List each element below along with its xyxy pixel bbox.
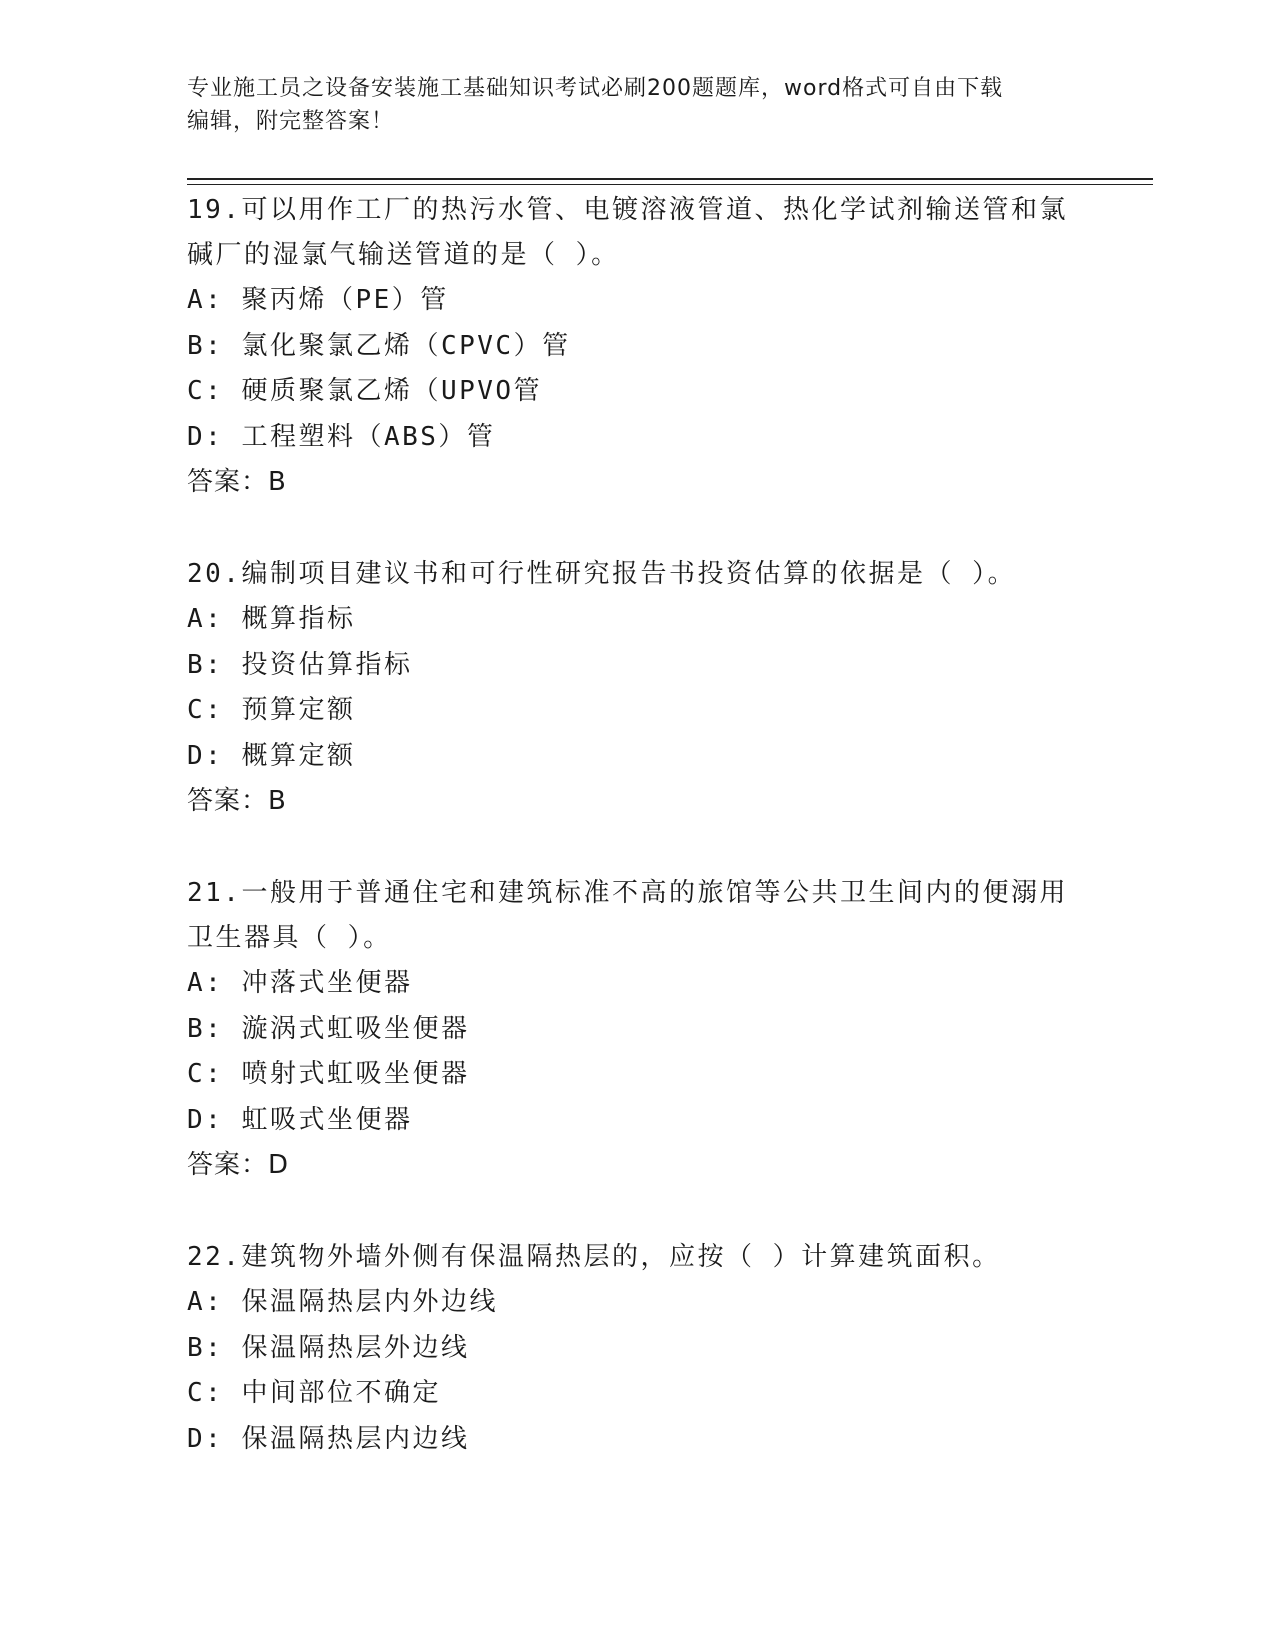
- option-b: B: 投资估算指标: [187, 649, 413, 680]
- question-19: [187, 188, 1087, 505]
- option-c: C: 硬质聚氯乙烯（UPVO管: [187, 376, 543, 406]
- option-d: D: 概算定额: [187, 740, 356, 771]
- option-c: C: 喷射式虹吸坐便器: [187, 1059, 470, 1089]
- header-divider-thin: [187, 184, 1153, 185]
- option-b: B: 保温隔热层外边线: [187, 1332, 470, 1363]
- header-title-line-1: 专业施工员之设备安装施工基础知识考试必刷200题题库，word格式可自由下载: [187, 76, 1004, 101]
- question-20: [187, 552, 1087, 824]
- option-c: C: 中间部位不确定: [187, 1378, 441, 1408]
- option-a: A: 保温隔热层内外边线: [187, 1287, 498, 1317]
- question-22: [187, 1235, 1087, 1462]
- option-a: A: 聚丙烯（PE）管: [187, 285, 449, 315]
- header-divider-thick: [187, 178, 1153, 180]
- option-a: A: 概算指标: [187, 604, 356, 634]
- option-d: D: 虹吸式坐便器: [187, 1104, 413, 1135]
- option-d: D: 保温隔热层内边线: [187, 1423, 470, 1454]
- option-b: B: 漩涡式虹吸坐便器: [187, 1013, 470, 1044]
- answer-label: 答案：B: [187, 786, 287, 816]
- question-list: [187, 188, 1087, 1509]
- question-stem: 21.一般用于普通住宅和建筑标准不高的旅馆等公共卫生间内的便溺用卫生器具（ ）。: [187, 878, 1068, 953]
- question-stem: 20.编制项目建议书和可行性研究报告书投资估算的依据是（ ）。: [187, 559, 1017, 589]
- option-c: C: 预算定额: [187, 695, 356, 725]
- option-b: B: 氯化聚氯乙烯（CPVC）管: [187, 330, 571, 361]
- document-header: [187, 72, 1067, 138]
- answer-label: 答案：B: [187, 467, 287, 497]
- option-d: D: 工程塑料（ABS）管: [187, 421, 496, 452]
- question-stem: 22.建筑物外墙外侧有保温隔热层的，应按（ ）计算建筑面积。: [187, 1242, 1001, 1272]
- answer-label: 答案：D: [187, 1150, 290, 1180]
- question-21: [187, 871, 1087, 1188]
- header-title-line-2: 编辑，附完整答案！: [187, 109, 395, 134]
- option-a: A: 冲落式坐便器: [187, 968, 413, 998]
- question-stem: 19.可以用作工厂的热污水管、电镀溶液管道、热化学试剂输送管和氯碱厂的湿氯气输送管道的是（ ）。: [187, 195, 1068, 270]
